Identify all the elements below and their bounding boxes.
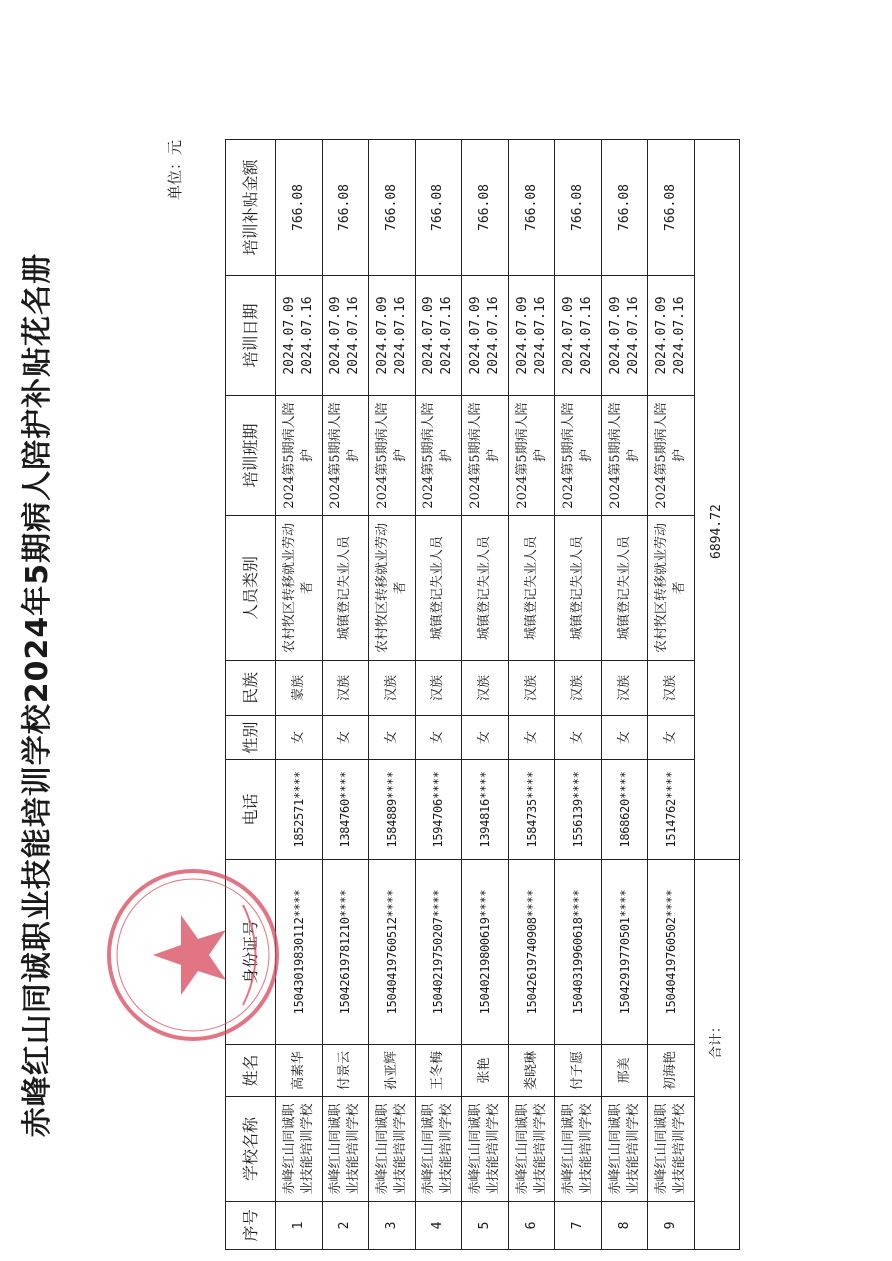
row-no: 5: [462, 1202, 509, 1250]
row-gender: 女: [369, 716, 416, 760]
date-end: 2024.07.16: [346, 296, 362, 375]
table-row: [322, 140, 369, 1250]
row-id-number: 15040419760502****: [648, 860, 695, 1045]
row-ethnicity: 汉族: [462, 661, 509, 716]
row-ethnicity: 汉族: [322, 661, 369, 716]
date-start: 2024.07.09: [421, 296, 437, 375]
row-date: [415, 276, 462, 396]
header-ethnicity: 民族: [226, 661, 276, 716]
row-no: 7: [555, 1202, 602, 1250]
row-class: 2024第5期病人陪护: [369, 396, 416, 516]
row-category: 城镇登记失业人员: [601, 516, 648, 661]
unit-label: 单位：元: [166, 140, 184, 201]
row-no: 2: [322, 1202, 369, 1250]
row-class: 2024第5期病人陪护: [555, 396, 602, 516]
header-row: [226, 140, 276, 1250]
date-end: 2024.07.16: [392, 296, 408, 375]
row-no: 8: [601, 1202, 648, 1250]
row-phone: 1394816****: [462, 760, 509, 860]
row-ethnicity: 汉族: [508, 661, 555, 716]
date-start: 2024.07.09: [607, 296, 623, 375]
date-end: 2024.07.16: [672, 296, 688, 375]
row-date: [555, 276, 602, 396]
row-ethnicity: 汉族: [648, 661, 695, 716]
total-value: 6894.72: [695, 140, 740, 860]
row-date: [462, 276, 509, 396]
row-id-number: 15043019830112****: [276, 860, 323, 1045]
row-date: [369, 276, 416, 396]
row-ethnicity: 汉族: [415, 661, 462, 716]
header-date: 培训日期: [226, 276, 276, 396]
header-phone: 电话: [226, 760, 276, 860]
row-gender: 女: [555, 716, 602, 760]
total-row: [695, 140, 740, 1250]
row-phone: 1594706****: [415, 760, 462, 860]
header-no: 序号: [226, 1202, 276, 1250]
row-phone: 1868620****: [601, 760, 648, 860]
date-end: 2024.07.16: [485, 296, 501, 375]
table-row: [648, 140, 695, 1250]
row-amount: 766.08: [555, 140, 602, 276]
date-end: 2024.07.16: [579, 296, 595, 375]
row-gender: 女: [508, 716, 555, 760]
row-no: 4: [415, 1202, 462, 1250]
row-school: 赤峰红山同诚职业技能培训学校: [555, 1097, 602, 1202]
row-category: 农村牧区转移就业劳动者: [276, 516, 323, 661]
date-start: 2024.07.09: [514, 296, 530, 375]
row-category: 农村牧区转移就业劳动者: [648, 516, 695, 661]
row-phone: 1514762****: [648, 760, 695, 860]
row-name: 付子愿: [555, 1045, 602, 1097]
row-class: 2024第5期病人陪护: [648, 396, 695, 516]
total-label: 合计：: [695, 860, 740, 1250]
row-gender: 女: [276, 716, 323, 760]
row-category: 农村牧区转移就业劳动者: [369, 516, 416, 661]
row-name: 张艳: [462, 1045, 509, 1097]
row-name: 王冬梅: [415, 1045, 462, 1097]
row-phone: 1556139****: [555, 760, 602, 860]
document-title: 赤峰红山同诚职业技能培训学校2024年5期病人陪护补贴花名册: [20, 252, 55, 1138]
row-id-number: 15040419760512****: [369, 860, 416, 1045]
table-row: [508, 140, 555, 1250]
row-no: 1: [276, 1202, 323, 1250]
row-ethnicity: 蒙族: [276, 661, 323, 716]
row-name: 邢美: [601, 1045, 648, 1097]
row-id-number: 15040219750207****: [415, 860, 462, 1045]
row-no: 3: [369, 1202, 416, 1250]
table-row: [276, 140, 323, 1250]
date-start: 2024.07.09: [561, 296, 577, 375]
row-no: 9: [648, 1202, 695, 1250]
date-start: 2024.07.09: [328, 296, 344, 375]
row-school: 赤峰红山同诚职业技能培训学校: [462, 1097, 509, 1202]
date-end: 2024.07.16: [625, 296, 641, 375]
header-gender: 性别: [226, 716, 276, 760]
row-amount: 766.08: [508, 140, 555, 276]
row-category: 城镇登记失业人员: [508, 516, 555, 661]
row-amount: 766.08: [369, 140, 416, 276]
table-row: [555, 140, 602, 1250]
row-date: [276, 276, 323, 396]
row-school: 赤峰红山同诚职业技能培训学校: [648, 1097, 695, 1202]
row-amount: 766.08: [462, 140, 509, 276]
row-gender: 女: [322, 716, 369, 760]
row-id-number: 15042619740908****: [508, 860, 555, 1045]
row-gender: 女: [462, 716, 509, 760]
row-amount: 766.08: [276, 140, 323, 276]
row-id-number: 15042919770501****: [601, 860, 648, 1045]
row-date: [648, 276, 695, 396]
row-class: 2024第5期病人陪护: [276, 396, 323, 516]
date-start: 2024.07.09: [281, 296, 297, 375]
roster-body: [276, 140, 695, 1250]
table-row: [415, 140, 462, 1250]
header-school: 学校名称: [226, 1097, 276, 1202]
row-phone: 1384760****: [322, 760, 369, 860]
row-amount: 766.08: [415, 140, 462, 276]
subsidy-roster-table: [225, 139, 740, 1250]
row-class: 2024第5期病人陪护: [508, 396, 555, 516]
row-class: 2024第5期病人陪护: [601, 396, 648, 516]
row-school: 赤峰红山同诚职业技能培训学校: [276, 1097, 323, 1202]
row-class: 2024第5期病人陪护: [322, 396, 369, 516]
row-name: 付景云: [322, 1045, 369, 1097]
row-id-number: 15040319960618****: [555, 860, 602, 1045]
row-gender: 女: [648, 716, 695, 760]
row-name: 孙亚辉: [369, 1045, 416, 1097]
row-name: 高素华: [276, 1045, 323, 1097]
row-name: 初海艳: [648, 1045, 695, 1097]
row-ethnicity: 汉族: [555, 661, 602, 716]
row-category: 城镇登记失业人员: [462, 516, 509, 661]
row-school: 赤峰红山同诚职业技能培训学校: [322, 1097, 369, 1202]
roster-sheet: [8, 140, 808, 1250]
header-category: 人员类别: [226, 516, 276, 661]
table-row: [462, 140, 509, 1250]
row-school: 赤峰红山同诚职业技能培训学校: [415, 1097, 462, 1202]
row-category: 城镇登记失业人员: [555, 516, 602, 661]
row-date: [601, 276, 648, 396]
row-ethnicity: 汉族: [369, 661, 416, 716]
row-gender: 女: [601, 716, 648, 760]
header-class: 培训班期: [226, 396, 276, 516]
row-date: [322, 276, 369, 396]
header-name: 姓名: [226, 1045, 276, 1097]
row-class: 2024第5期病人陪护: [462, 396, 509, 516]
date-start: 2024.07.09: [374, 296, 390, 375]
row-school: 赤峰红山同诚职业技能培训学校: [369, 1097, 416, 1202]
row-no: 6: [508, 1202, 555, 1250]
date-end: 2024.07.16: [439, 296, 455, 375]
row-ethnicity: 汉族: [601, 661, 648, 716]
header-id: 身份证号: [226, 860, 276, 1045]
row-phone: 1584735****: [508, 760, 555, 860]
row-phone: 1584889****: [369, 760, 416, 860]
row-date: [508, 276, 555, 396]
row-amount: 766.08: [601, 140, 648, 276]
date-end: 2024.07.16: [299, 296, 315, 375]
row-school: 赤峰红山同诚职业技能培训学校: [508, 1097, 555, 1202]
row-gender: 女: [415, 716, 462, 760]
row-id-number: 15040219800619****: [462, 860, 509, 1045]
row-amount: 766.08: [648, 140, 695, 276]
row-name: 娄晓琳: [508, 1045, 555, 1097]
table-row: [369, 140, 416, 1250]
row-category: 城镇登记失业人员: [415, 516, 462, 661]
row-phone: 1852571****: [276, 760, 323, 860]
row-amount: 766.08: [322, 140, 369, 276]
table-row: [601, 140, 648, 1250]
date-start: 2024.07.09: [654, 296, 670, 375]
row-class: 2024第5期病人陪护: [415, 396, 462, 516]
row-id-number: 15042619781210****: [322, 860, 369, 1045]
row-category: 城镇登记失业人员: [322, 516, 369, 661]
row-school: 赤峰红山同诚职业技能培训学校: [601, 1097, 648, 1202]
date-start: 2024.07.09: [467, 296, 483, 375]
date-end: 2024.07.16: [532, 296, 548, 375]
header-amount: 培训补贴金额: [226, 140, 276, 276]
